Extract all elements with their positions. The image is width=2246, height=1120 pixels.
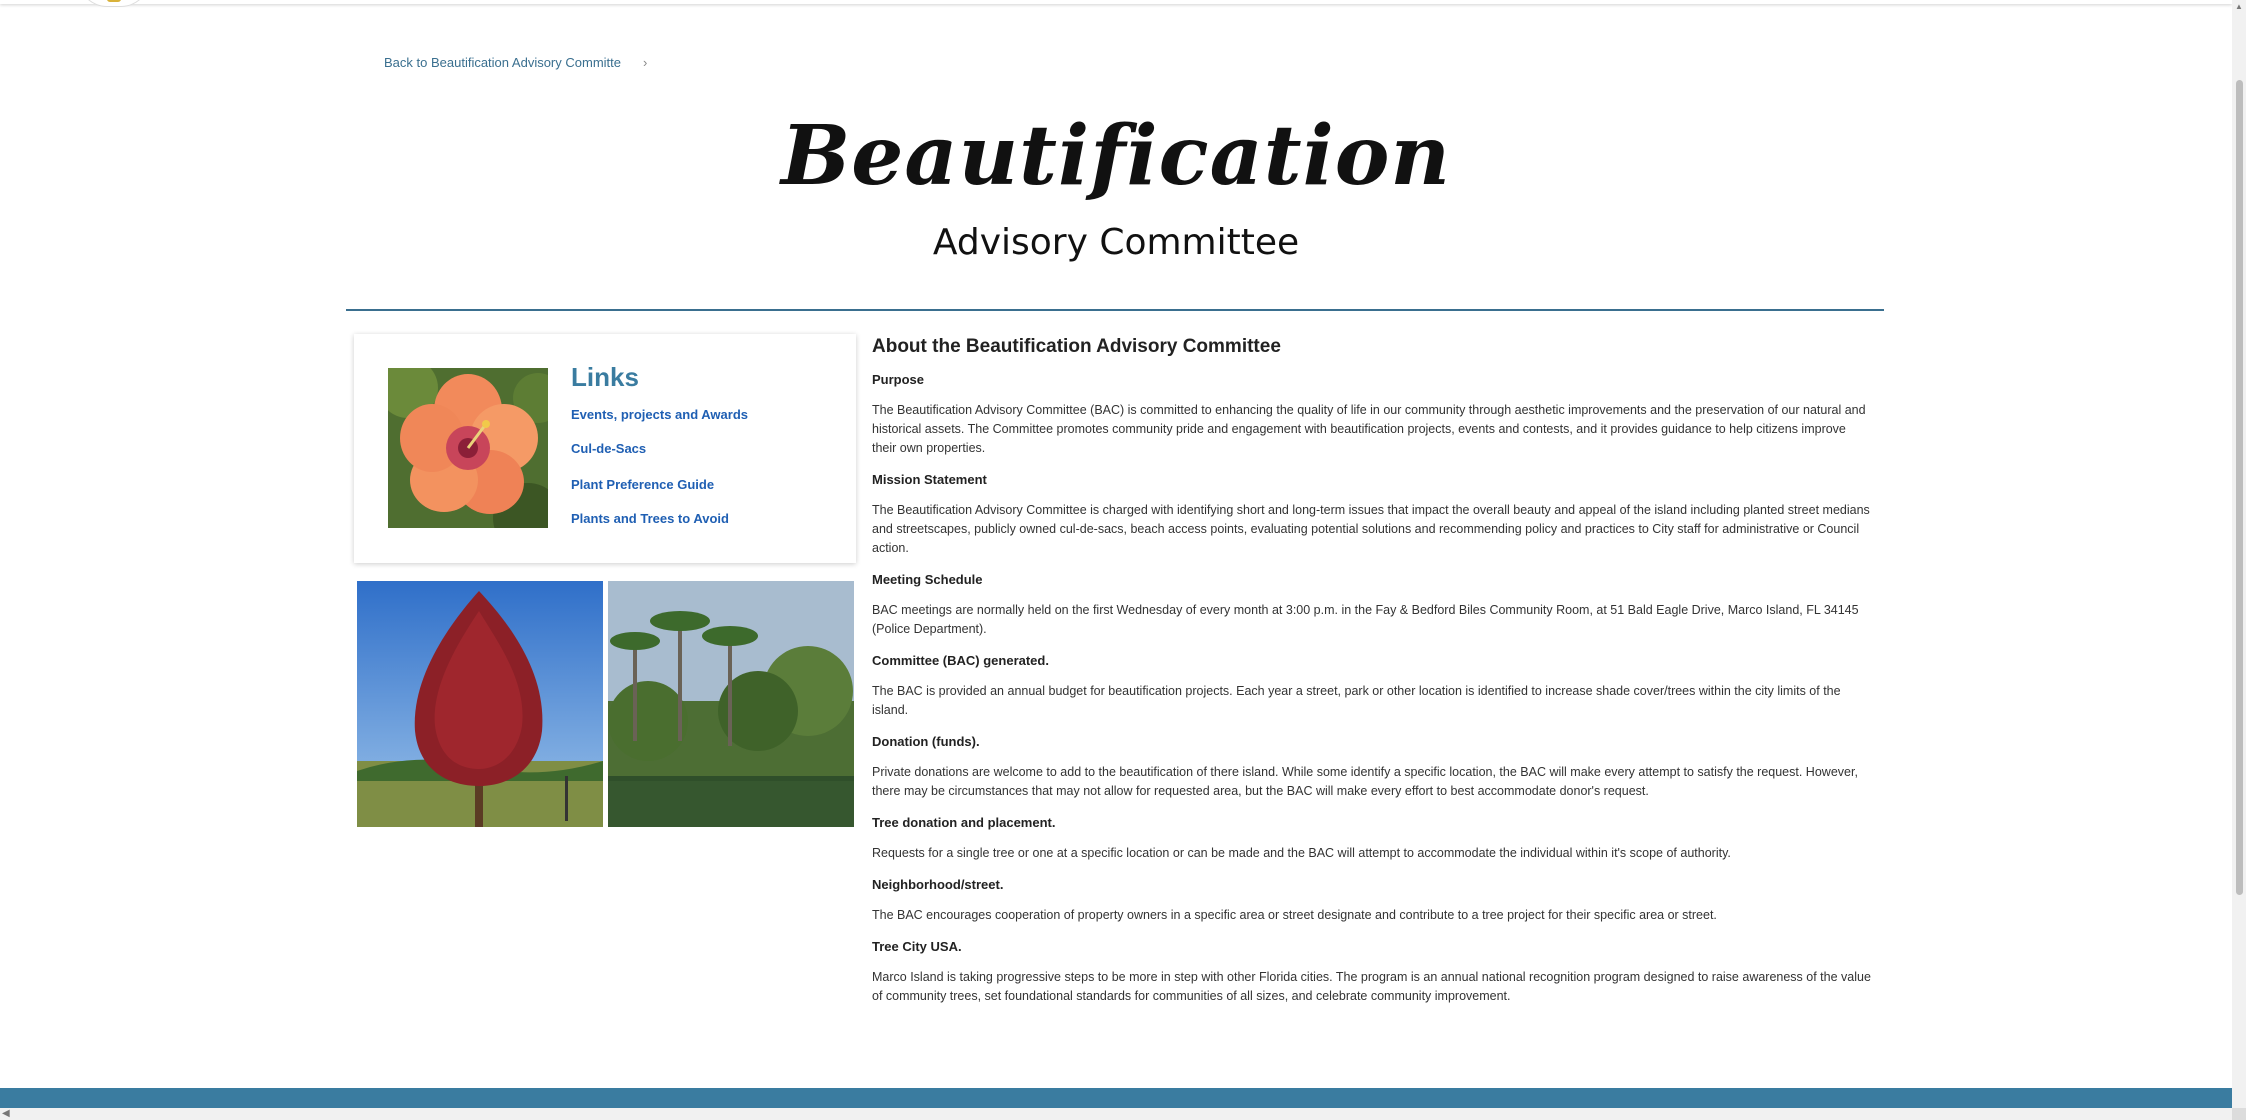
horizontal-scrollbar[interactable] [0,1108,2232,1120]
top-navigation-bar [0,0,2232,4]
section-title-purpose: Purpose [872,372,925,387]
section-title-mission: Mission Statement [872,472,987,487]
link-events-projects-awards[interactable]: Events, projects and Awards [571,407,749,422]
section-text-donation: Private donations are welcome to add to the beautification of there island. While some identify a specific location, the BAC will make every attempt to satisfy the request. However, there may be circumstances that may not allow for requested area, but the BAC will make every effort to best accommodate donor's request. [872,765,1858,798]
section-text-committee-generated: The BAC is provided an annual budget for beautification projects. Each year a street, park or other location is identified to increase shade cover/trees within the city limits of the island. [872,684,1841,717]
logo-emblem [107,0,121,2]
about-section [872,336,1872,1020]
breadcrumb [384,55,647,70]
links-heading: Links [571,362,639,392]
scrollbar-corner [2232,1108,2246,1120]
section-text-tree-city-usa: Marco Island is taking progressive steps to be more in step with other Florida cities. The program is an annual national recognition program designed to raise awareness of the value of community trees, set foundational standards for communities of all sizes, and celebrate community improvement. [872,970,1871,1003]
red-maple-tree-image [357,581,603,827]
link-cul-de-sacs[interactable]: Cul-de-Sacs [571,441,647,456]
scroll-left-arrow-icon[interactable]: ◀ [2,1108,10,1119]
link-plants-trees-to-avoid[interactable]: Plants and Trees to Avoid [571,511,729,526]
link-plant-preference-guide[interactable]: Plant Preference Guide [571,477,715,492]
section-title-donation: Donation (funds). [872,734,980,749]
vertical-scroll-thumb[interactable] [2236,80,2243,895]
section-text-tree-donation: Requests for a single tree or one at a specific location or can be made and the BAC will attempt to accommodate the individual within it's scope of authority. [872,846,1731,860]
section-text-purpose: The Beautification Advisory Committee (BAC) is committed to enhancing the quality of life in our community through aesthetic improvements and the preservation of our natural and historical assets. The Committee promotes community pride and engagement with beautification projects, events and contests, and it provides guidance to help citizens improve their own properties. [872,403,1866,455]
footer-bar [0,1088,2232,1108]
section-text-neighborhood: The BAC encourages cooperation of property owners in a specific area or street designate and contribute to a tree project for their specific area or street. [872,908,1717,922]
links-card [354,334,856,563]
section-title-meeting-schedule: Meeting Schedule [872,572,983,587]
scroll-up-arrow-icon[interactable]: ▲ [2235,2,2243,11]
hibiscus-flower-image [388,368,548,528]
section-title-tree-city-usa: Tree City USA. [872,939,962,954]
section-title-neighborhood: Neighborhood/street. [872,877,1004,892]
section-text-mission: The Beautification Advisory Committee is charged with identifying short and long-term issues that impact the overall beauty and appeal of the island including planted street medians and streetscapes, publicly owned cul-de-sacs, beach access points, evaluating potential solutions and recommending policy and practices to City staff for administrative or Council action. [872,503,1870,555]
about-heading: About the Beautification Advisory Committee [872,336,1281,357]
page-title: Beautification [780,108,1452,204]
section-title-tree-donation: Tree donation and placement. [872,815,1056,830]
chevron-right-icon: › [643,55,648,70]
back-to-committee-link[interactable]: Back to Beautification Advisory Committe [384,55,621,70]
header-divider [346,309,1884,311]
section-text-meeting-schedule: BAC meetings are normally held on the first Wednesday of every month at 3:00 p.m. in the Fay & Bedford Biles Community Room, at 51 Bald Eagle Drive, Marco Island, FL 34145 (Police Department). [872,603,1859,636]
palm-trees-pond-image [608,581,854,827]
section-title-committee-generated: Committee (BAC) generated. [872,653,1049,668]
page-subtitle: Advisory Committee [932,222,1300,263]
